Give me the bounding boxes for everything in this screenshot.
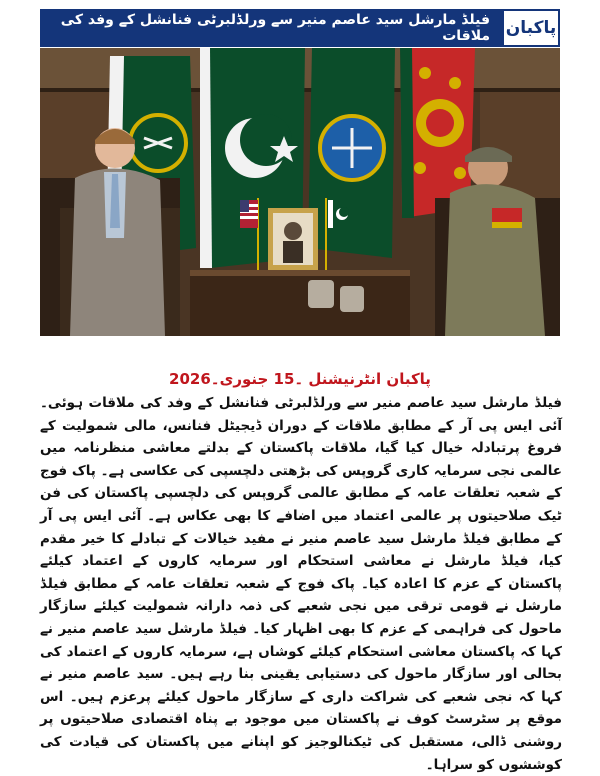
article-body: فیلڈ مارشل سید عاصم منیر سے ورلڈلبرٹی فنانشل کے وفد کی ملاقات ہوئی۔ آئی ایس پی آر کے مطابق ملاقات کے دوران ڈیجیٹل فنانس، مالی شمولیت کے فروغ پرتبادلہ خیال کیا گیا، ملاقات پاکستان کے بدلتے معاشی منظرنامہ میں عالمی نجی سرمایہ کاری گروپس کی بڑھتی دلچسپی کی عکاسی ہے۔ پاک فوج کے شعبہ تعلقات عامہ کے مطابق عالمی گروپس کی دلچسپی پاکستان کی فن ٹیک صلاحیتوں پر عالمی اعتماد میں اضافے کا بھی عکاس ہے۔ آئی ایس پی آر کے مطابق فیلڈ مارشل سید عاصم منیر نے مفید خیالات کے تبادلے کا خیر مقدم کیا، فیلڈ مارشل نے معاشی استحکام اور سرمایہ کاروں کے اعتماد کیلئے پاکستان کے عزم کا اعادہ کیا۔ پاک فوج کے شعبہ تعلقات عامہ کے مطابق فیلڈ مارشل نے قومی ترقی میں نجی شعبے کی ذمہ دارانہ شمولیت کیلئے سازگار ماحول کی فراہمی کے عزم کا بھی اظہار کیا۔ فیلڈ مارشل سید عاصم منیر نے کہا کہ پاکستان معاشی استحکام کیلئے کوشاں ہے، سرمایہ کاروں کے اعتماد کی بحالی اور سازگار ماحول کی دستیابی یقینی بنا رہے ہیں۔ سید عاصم منیر نے کہا کہ نجی شعبے کی شراکت داری کے سازگار ماحول کیلئے پرعزم ہیں۔ اس موقع پر سٹرسٹ کوف نے پاکستان میں موجود بے پناہ اقتصادی صلاحیتوں پر روشنی ڈالی، مستقبل کی ٹیکنالوجیز کو اپنانے میں پاکستان کی قیادت کی کوششوں کو سراہا۔ <box>40 395 562 773</box>
brand-logo: پاکبان <box>502 9 560 47</box>
headline-text: فیلڈ مارشل سید عاصم منیر سے ورلڈلبرٹی فنانشل کے وفد کی ملاقات <box>60 12 490 44</box>
dateline: پاکبان انٹرنیشنل ۔15 جنوری۔2026 <box>169 370 431 388</box>
portrait-icon <box>268 208 318 270</box>
news-photo <box>40 48 560 336</box>
headline-banner <box>40 9 560 47</box>
